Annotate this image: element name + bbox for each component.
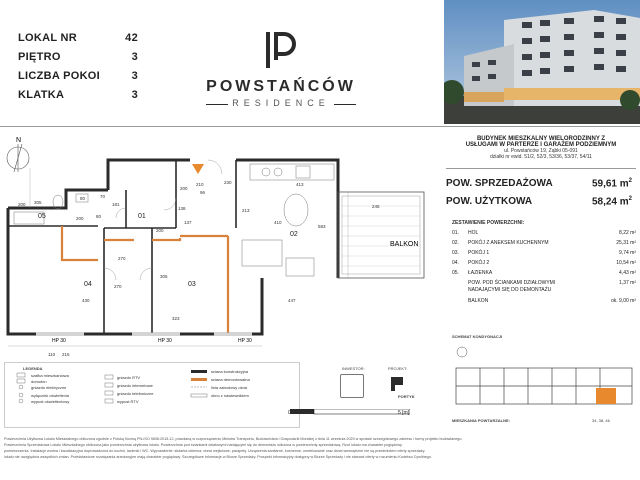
room-label-04: 04 [84, 281, 92, 288]
room-no: 01. [452, 230, 459, 236]
dim-label: 447 [288, 298, 296, 303]
p-monogram-logo [264, 30, 298, 70]
dim-label: 138 [178, 206, 186, 211]
dim-label: 270 [118, 256, 126, 261]
legend-item: wyłącznik oświetlenia [31, 393, 70, 398]
dim-label: 80 [96, 214, 102, 219]
room-no: 05. [452, 270, 459, 276]
room-area: 25,31 m² [616, 240, 636, 246]
info-label: LICZBA POKOI [18, 70, 101, 82]
room-name: POKÓJ 2 [468, 260, 490, 266]
legend-item: szafka mieszkaniowa [31, 373, 69, 378]
usable-area-value [592, 196, 632, 207]
floor-plan [0, 128, 440, 358]
info-value: 3 [131, 89, 138, 101]
room-label-01: 01 [138, 213, 146, 220]
room-area: 9,74 m² [619, 250, 636, 256]
investor-logo-icon [340, 374, 364, 398]
dim-label: 230 [224, 180, 232, 185]
room-label-03: 03 [188, 281, 196, 288]
dim-label: 70 [100, 194, 106, 199]
info-row-klatka [18, 89, 138, 101]
footer-line: Powierzchnia Użytkowa Lokalu Mieszkalnego obliczona zgodnie z Polską Normą PN-ISO 9836:2015-12, powołaną w rozporządzeniu Ministra Transportu, Budownictwa i Gospodarki Morskiej z dnia 11 września 2020 w sprawie szczegółowego zakresu i formy projektu budowlanego. [4, 437, 463, 441]
compass-label: N [16, 137, 22, 144]
dim-label: 200 [18, 202, 26, 207]
header-separator [0, 126, 640, 127]
walls-label: POW. POD ŚCIANKAMI DZIAŁOWYMI [468, 280, 556, 286]
dim-label: 270 [114, 284, 122, 289]
dim-label: 181 [112, 202, 120, 207]
legend-item: okno z nawiewnikiem [211, 393, 249, 398]
sale-area-label: POW. SPRZEDAŻOWA [446, 178, 553, 189]
usable-area-label: POW. UŻYTKOWA [446, 196, 533, 207]
project-label: PROJEKT: [388, 366, 408, 371]
footer-notes [4, 436, 636, 460]
info-value: 42 [125, 32, 138, 44]
dim-label: 200 [180, 186, 188, 191]
building-address: ul. Powstańców 19, Ząbki 05-091 [504, 148, 578, 154]
info-divider [446, 168, 636, 169]
dim-label: 583 [318, 224, 326, 229]
rooms-heading: ZESTAWIENIE POWIERZCHNI: [452, 220, 525, 226]
info-row-pokoje [18, 70, 138, 82]
dim-label: 413 [296, 182, 304, 187]
dim-label: 110 [48, 352, 56, 357]
dim-label: 430 [82, 298, 90, 303]
footer-line: Powierzchnia Sprzedażowa Lokalu Mieszkalnego obliczona jako powierzchnia użytkowa lokalu. Powierzchnia pod ściankami działowymi nadającymi się do demontażu wliczona w powierzchnię sprzedażową. Rzut lokalu ma charakter poglądowy. [4, 443, 403, 447]
dim-label: 305 [160, 274, 168, 279]
legend-item: ściana konstrukcyjna [211, 369, 249, 374]
walls-label: NADAJĄCYMI SIĘ DO DEMONTAŻU [468, 287, 552, 293]
legend-item: gniazdo internetowe [117, 383, 153, 388]
room-name: HOL [468, 230, 479, 236]
project-name: PORTYK [398, 394, 415, 399]
investor-label: INWESTOR: [342, 366, 365, 371]
legend-item: gniazdo RTV [117, 375, 141, 380]
building-title: USŁUGAMI W PARTERZE I GARAŻEM PODZIEMNYM [465, 142, 617, 148]
highlighted-unit [596, 388, 616, 404]
sale-area-row [446, 178, 636, 189]
dim-label: 305 [34, 200, 42, 205]
dim-label: 200 [76, 216, 84, 221]
dim-label: 96 [200, 190, 206, 195]
dim-label: 210 [196, 182, 204, 187]
hp-label: HP 30 [158, 338, 172, 344]
hp-label: HP 30 [238, 338, 252, 344]
info-label: PIĘTRO [18, 51, 61, 63]
legend-item: gniazdo elektryczne [31, 385, 67, 390]
dim-label: 213 [242, 208, 250, 213]
room-name: POKÓJ 1 [468, 250, 490, 256]
info-value: 3 [131, 51, 138, 63]
building-render [444, 0, 640, 124]
legend-item: domofon [31, 379, 47, 384]
sale-area-number: 59,61 m [591, 178, 629, 190]
room-label-02: 02 [290, 231, 298, 238]
brand-name: POWSTAŃCÓW [206, 78, 356, 95]
info-label: KLATKA [18, 89, 65, 101]
scale-bar [290, 402, 410, 408]
sale-area-value [592, 178, 632, 189]
room-label-05: 05 [38, 213, 46, 220]
unit-sup: 2 [628, 178, 632, 184]
key-plan-title: SCHEMAT KONDYGNACJI [452, 334, 503, 339]
key-plan-label: MIESZKANIA POWTARZALNE: [452, 418, 510, 423]
usable-area-number: 58,24 m [591, 196, 629, 208]
dim-label: 215 [62, 352, 70, 357]
room-no: 04. [452, 260, 459, 266]
room-area: 8,22 m² [619, 230, 636, 236]
dim-label: 80 [80, 196, 86, 201]
compass-icon [7, 144, 29, 172]
scale-tick: 5 [m] [398, 410, 410, 416]
scale-tick: 0 [288, 410, 291, 416]
balcony-row-area: ok. 9,00 m² [610, 298, 636, 304]
dim-label: 245 [372, 204, 380, 209]
dim-label: 200 [156, 228, 164, 233]
legend-item: wypust RTV [117, 399, 139, 404]
building-plots: działki nr ewid. 51/2, 52/3, 53/36, 53/37, 54/11 [490, 154, 592, 160]
legend-item: linia zabudowy okna [211, 385, 248, 390]
legend-title: LEGENDA [23, 366, 43, 371]
dim-label: 410 [274, 220, 282, 225]
room-name: ŁAZIENKA [468, 270, 493, 276]
building-info [446, 136, 636, 160]
legend-item: ściana demontowalna [211, 377, 250, 382]
footer-line: lokalu nie uwzględnia wszystkich zmian. Przedstawione rozwiązania aranżacyjne mają charakter poglądowy. Szczegółowe informacje w Biurze Sprzedaży. Prospekt informacyjny dostępny w Biurze Sprzedaży i nie stanowi oferty w rozumieniu Kodeksu Cywilnego. [4, 455, 432, 459]
building-title: BUDYNEK MIESZKALNY WIELORODZINNY Z [476, 136, 606, 142]
unit-sup: 2 [628, 196, 632, 202]
legend-item: wypust oświetleniowy [31, 399, 70, 404]
portyk-logo-icon [390, 376, 404, 392]
info-row-pietro [18, 51, 138, 63]
scale-tick: 1 [312, 410, 315, 416]
info-value: 3 [131, 70, 138, 82]
room-area: 4,43 m² [619, 270, 636, 276]
room-area: 10,54 m² [616, 260, 636, 266]
hp-label: HP 30 [52, 338, 66, 344]
room-no: 03. [452, 250, 459, 256]
legend [4, 362, 300, 428]
usable-area-row [446, 196, 636, 207]
footer-line: pomieszczenia. Instalacje wodna i kanalizacyjna doprowadzona do kuchni, łazienki i WC. Wyposażenie: stolarka okienna, drzwi wejściowe, parapety. Urządzenia sanitarne, kuchenne, umeblowanie oraz drzwi wewnętrzne nie są przedmiotem oferty sprzedaży. [4, 449, 426, 453]
key-plan [446, 342, 636, 410]
room-name: POKÓJ Z ANEKSEM KUCHENNYM [468, 240, 549, 246]
legend-item: gniazdo telefoniczne [117, 391, 154, 396]
dim-label: 323 [172, 316, 180, 321]
brand-sub: RESIDENCE [232, 98, 330, 108]
room-no: 02. [452, 240, 459, 246]
balcony-row-label: BALKON [468, 298, 489, 304]
entrance-marker [192, 164, 204, 174]
dim-label: 137 [184, 220, 192, 225]
info-label: LOKAL NR [18, 32, 78, 44]
walls-area: 1,37 m² [619, 280, 636, 286]
info-row-lokal [18, 32, 138, 44]
balcony-label: BALKON [390, 241, 419, 248]
key-plan-values: 34, 38, 46 [592, 418, 610, 423]
